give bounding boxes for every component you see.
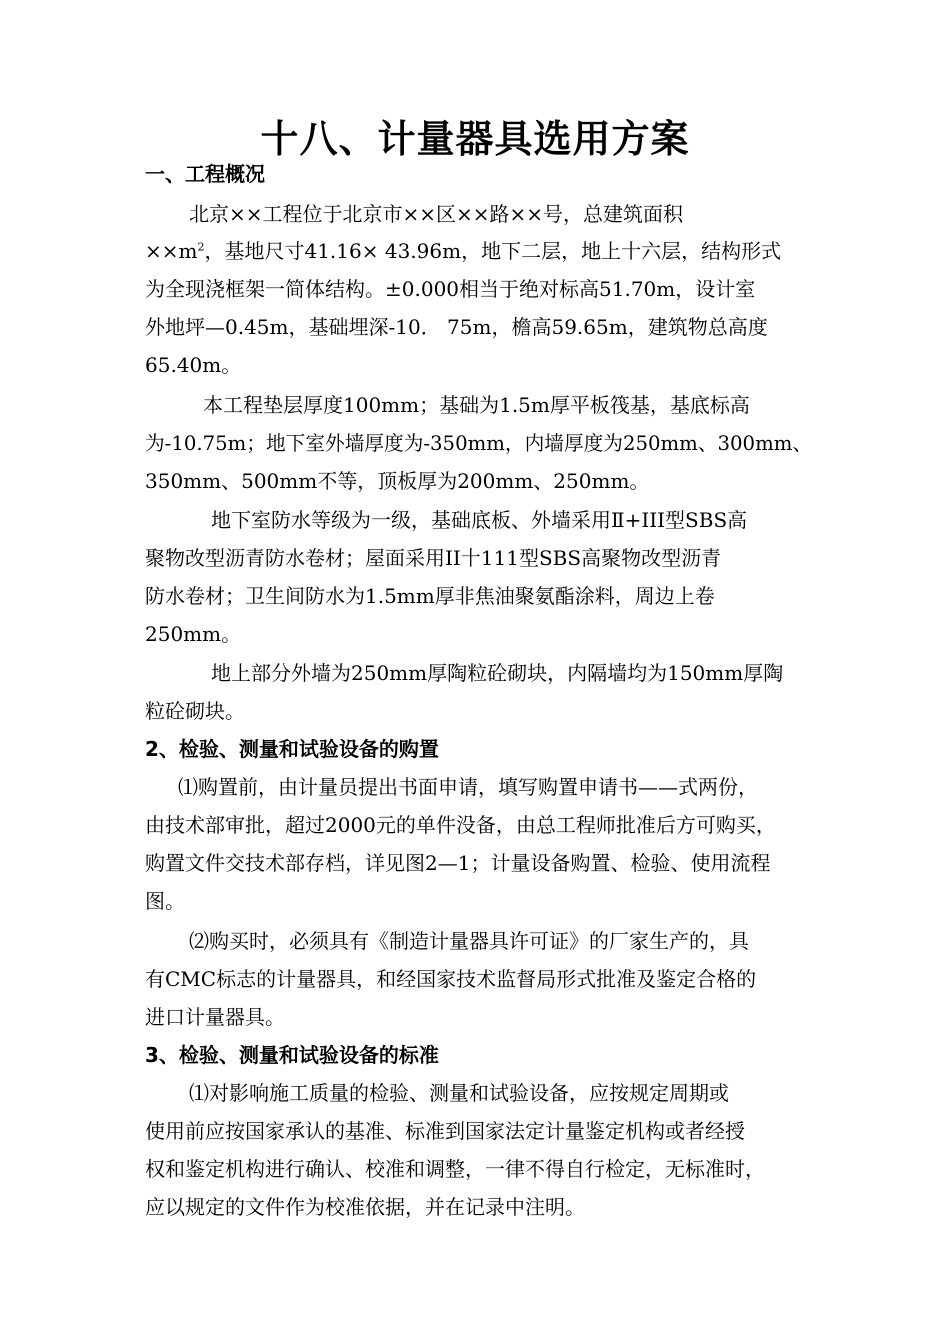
text-line: 聚物改型沥青防水卷材；屋面采用II十111型SBS高聚物改型沥青 <box>145 546 722 570</box>
text-run: ，基地尺寸41.16× 43.96m，地下二层，地上十六层，结构形式 <box>204 239 782 263</box>
text-line: 地下室防水等级为一级，基础底板、外墙采用Ⅱ+III型SBS高 <box>211 508 748 532</box>
text-line: 有CMC标志的计量器具，和经国家技术监督局形式批准及鉴定合格的 <box>145 967 757 991</box>
text-line: 北京××工程位于北京市××区××路××号，总建筑面积 <box>189 202 684 226</box>
text-line: 应以规定的文件作为校准依据，并在记录中注明。 <box>145 1195 585 1219</box>
text-run: ××m <box>145 239 198 263</box>
text-line: ⑵购买时，必须具有《制造计量器具许可证》的厂家生产的，具 <box>189 929 749 953</box>
text-line: 本工程垫层厚度100mm；基础为1.5m厚平板筏基，基底标高 <box>203 393 750 417</box>
text-line: 防水卷材；卫生间防水为1.5mm厚非焦油聚氨酯涂料，周边上卷 <box>145 584 715 608</box>
text-line: 地上部分外墙为250mm厚陶粒砼砌块，内隔墙均为150mm厚陶 <box>211 661 784 685</box>
text-line: 权和鉴定机构进行确认、校准和调整，一律不得自行检定，无标准时， <box>145 1157 765 1181</box>
superscript: 2 <box>197 240 205 254</box>
text-line: 外地坪—0.45m，基础埋深-10． 75m，檐高59.65m，建筑物总高度 <box>145 315 768 339</box>
text-line: 250mm。 <box>145 622 242 646</box>
section-heading-purchase: 2、检验、测量和试验设备的购置 <box>145 737 439 761</box>
text-line: 使用前应按国家承认的基准、标准到国家法定计量鉴定机构或者经授 <box>145 1119 745 1143</box>
text-line: 350mm、500mm不等，顶板厚为200mm、250mm。 <box>145 469 650 493</box>
text-line: ⑴对影响施工质量的检验、测量和试验设备，应按规定周期或 <box>189 1081 729 1105</box>
text-line: 粒砼砌块。 <box>145 699 245 723</box>
text-line: 为-10.75m；地下室外墙厚度为-350mm，内墙厚度为250mm、300mm、 <box>145 431 813 455</box>
text-line: 购置文件交技术部存档，详见图2—1；计量设备购置、检验、使用流程 <box>145 851 771 875</box>
text-line: 由技术部审批，超过2000元的单件没备，由总工程师批准后方可购买， <box>145 813 776 837</box>
section-heading-standards: 3、检验、测量和试验设备的标准 <box>145 1043 439 1067</box>
section-heading-project-overview: 一、工程概况 <box>145 162 265 186</box>
text-line: 为全现浇框架一简体结构。±0.000相当于绝对标高51.70m，设计室 <box>145 277 756 301</box>
text-line: ⑴购置前，由计量员提出书面申请，填写购置申请书——式两份， <box>178 775 758 799</box>
text-line: 图。 <box>145 889 185 913</box>
text-line <box>145 237 781 265</box>
page-title: 十八、计量器具选用方案 <box>260 117 690 161</box>
text-line: 65.40m。 <box>145 353 242 377</box>
text-line: 进口计量器具。 <box>145 1005 285 1029</box>
